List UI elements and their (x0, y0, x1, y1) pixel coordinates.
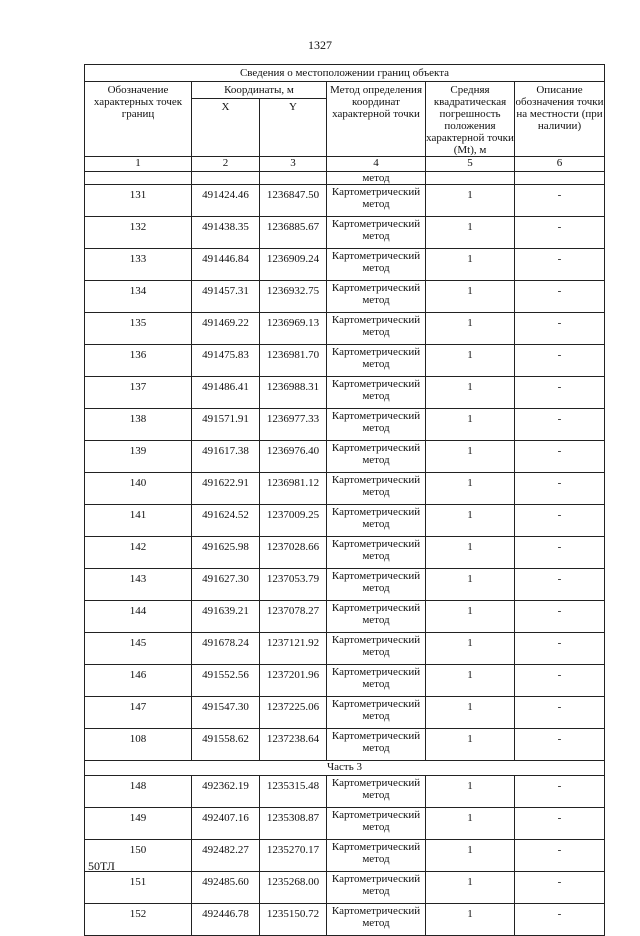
description-cell: - (515, 776, 605, 808)
y-coordinate-cell: 1237225.06 (260, 697, 327, 729)
error-cell: 1 (426, 441, 515, 473)
column-number: 4 (327, 157, 426, 172)
x-coordinate-cell: 491571.91 (192, 409, 260, 441)
y-coordinate-cell: 1237238.64 (260, 729, 327, 761)
error-cell: 1 (426, 569, 515, 601)
error-cell: 1 (426, 345, 515, 377)
header-method: Метод определения координат характерной точки (327, 82, 426, 157)
error-cell: 1 (426, 633, 515, 665)
y-coordinate-cell: 1236885.67 (260, 217, 327, 249)
description-cell: - (515, 569, 605, 601)
y-coordinate-cell: 1236981.70 (260, 345, 327, 377)
table-row (85, 904, 605, 936)
table-row (85, 601, 605, 633)
point-number-cell: 135 (85, 313, 192, 345)
table-row (85, 185, 605, 217)
method-cell: Картометрический метод (327, 601, 426, 633)
error-cell: 1 (426, 377, 515, 409)
y-coordinate-cell: 1235268.00 (260, 872, 327, 904)
x-coordinate-cell: 492446.78 (192, 904, 260, 936)
table-row (85, 569, 605, 601)
table-row (85, 808, 605, 840)
method-cell: Картометрический метод (327, 808, 426, 840)
description-cell: - (515, 377, 605, 409)
error-cell: 1 (426, 185, 515, 217)
description-cell: - (515, 872, 605, 904)
x-coordinate-cell: 491558.62 (192, 729, 260, 761)
error-cell: 1 (426, 808, 515, 840)
table-row (85, 840, 605, 872)
point-number-cell: 138 (85, 409, 192, 441)
table-row (85, 776, 605, 808)
page-number: 1327 (308, 38, 332, 52)
description-cell: - (515, 505, 605, 537)
error-cell: 1 (426, 665, 515, 697)
footer-code: 50ТЛ (88, 859, 115, 873)
description-cell: - (515, 441, 605, 473)
header-point-designation: Обозначение характерных точек границ (85, 82, 192, 157)
y-coordinate-cell: 1236981.12 (260, 473, 327, 505)
x-coordinate-cell: 491622.91 (192, 473, 260, 505)
method-cell: Картометрический метод (327, 776, 426, 808)
method-cell: Картометрический метод (327, 840, 426, 872)
method-cell: Картометрический метод (327, 904, 426, 936)
y-coordinate-cell: 1236969.13 (260, 313, 327, 345)
x-coordinate-cell: 491446.84 (192, 249, 260, 281)
x-coordinate-cell: 491627.30 (192, 569, 260, 601)
description-cell: - (515, 249, 605, 281)
y-coordinate-cell: 1235270.17 (260, 840, 327, 872)
description-cell: - (515, 217, 605, 249)
x-coordinate-cell: 491678.24 (192, 633, 260, 665)
y-coordinate-cell: 1237028.66 (260, 537, 327, 569)
point-number-cell: 143 (85, 569, 192, 601)
table-row (85, 281, 605, 313)
error-cell: 1 (426, 537, 515, 569)
boundary-coordinates-table (84, 64, 605, 936)
x-coordinate-cell: 491624.52 (192, 505, 260, 537)
column-number: 2 (192, 157, 260, 172)
description-cell: - (515, 808, 605, 840)
method-cell: Картометрический метод (327, 249, 426, 281)
method-cell: Картометрический метод (327, 665, 426, 697)
header-y: Y (260, 99, 327, 157)
error-cell: 1 (426, 249, 515, 281)
method-cell: Картометрический метод (327, 872, 426, 904)
header-description: Описание обозначения точки на местности (при наличии) (515, 82, 605, 157)
y-coordinate-cell: 1236909.24 (260, 249, 327, 281)
description-cell: - (515, 281, 605, 313)
point-number-cell: 108 (85, 729, 192, 761)
x-coordinate-cell: 492485.60 (192, 872, 260, 904)
x-coordinate-cell: 491486.41 (192, 377, 260, 409)
description-cell: - (515, 537, 605, 569)
table-row (85, 345, 605, 377)
column-number: 6 (515, 157, 605, 172)
x-coordinate-cell: 492407.16 (192, 808, 260, 840)
x-coordinate-cell: 491625.98 (192, 537, 260, 569)
error-cell: 1 (426, 601, 515, 633)
table-row (85, 633, 605, 665)
continued-method-text: метод (327, 172, 426, 185)
header-error: Средняя квадратическая погрешность положения характерной точки (Mt), м (426, 82, 515, 157)
y-coordinate-cell: 1236988.31 (260, 377, 327, 409)
y-coordinate-cell: 1237078.27 (260, 601, 327, 633)
description-cell: - (515, 840, 605, 872)
error-cell: 1 (426, 217, 515, 249)
column-number: 1 (85, 157, 192, 172)
error-cell: 1 (426, 281, 515, 313)
y-coordinate-cell: 1237201.96 (260, 665, 327, 697)
description-cell: - (515, 185, 605, 217)
method-cell: Картометрический метод (327, 569, 426, 601)
table-row (85, 665, 605, 697)
description-cell: - (515, 697, 605, 729)
error-cell: 1 (426, 409, 515, 441)
column-number: 5 (426, 157, 515, 172)
table-row (85, 537, 605, 569)
y-coordinate-cell: 1236976.40 (260, 441, 327, 473)
method-cell: Картометрический метод (327, 729, 426, 761)
y-coordinate-cell: 1235315.48 (260, 776, 327, 808)
point-number-cell: 141 (85, 505, 192, 537)
description-cell: - (515, 904, 605, 936)
table-row (85, 377, 605, 409)
point-number-cell: 133 (85, 249, 192, 281)
point-number-cell: 131 (85, 185, 192, 217)
point-number-cell: 149 (85, 808, 192, 840)
table-row (85, 249, 605, 281)
x-coordinate-cell: 492362.19 (192, 776, 260, 808)
x-coordinate-cell: 491617.38 (192, 441, 260, 473)
method-cell: Картометрический метод (327, 537, 426, 569)
x-coordinate-cell: 491475.83 (192, 345, 260, 377)
point-number-cell: 148 (85, 776, 192, 808)
description-cell: - (515, 345, 605, 377)
y-coordinate-cell: 1237053.79 (260, 569, 327, 601)
column-number-row (85, 157, 605, 172)
error-cell: 1 (426, 505, 515, 537)
error-cell: 1 (426, 904, 515, 936)
description-cell: - (515, 601, 605, 633)
method-cell: Картометрический метод (327, 345, 426, 377)
table-row (85, 473, 605, 505)
error-cell: 1 (426, 840, 515, 872)
point-number-cell: 150 (85, 840, 192, 872)
method-cell: Картометрический метод (327, 441, 426, 473)
table-row (85, 697, 605, 729)
error-cell: 1 (426, 313, 515, 345)
point-number-cell: 139 (85, 441, 192, 473)
method-cell: Картометрический метод (327, 185, 426, 217)
table-row (85, 313, 605, 345)
y-coordinate-cell: 1236932.75 (260, 281, 327, 313)
description-cell: - (515, 633, 605, 665)
table-row (85, 409, 605, 441)
point-number-cell: 145 (85, 633, 192, 665)
table-row (85, 217, 605, 249)
point-number-cell: 140 (85, 473, 192, 505)
x-coordinate-cell: 491438.35 (192, 217, 260, 249)
method-cell: Картометрический метод (327, 473, 426, 505)
point-number-cell: 152 (85, 904, 192, 936)
point-number-cell: 137 (85, 377, 192, 409)
point-number-cell: 144 (85, 601, 192, 633)
point-number-cell: 146 (85, 665, 192, 697)
error-cell: 1 (426, 776, 515, 808)
method-cell: Картометрический метод (327, 633, 426, 665)
column-number: 3 (260, 157, 327, 172)
x-coordinate-cell: 491552.56 (192, 665, 260, 697)
error-cell: 1 (426, 473, 515, 505)
error-cell: 1 (426, 872, 515, 904)
part-separator-row (85, 761, 605, 776)
method-cell: Картометрический метод (327, 313, 426, 345)
table-row (85, 441, 605, 473)
description-cell: - (515, 729, 605, 761)
method-cell: Картометрический метод (327, 281, 426, 313)
x-coordinate-cell: 491457.31 (192, 281, 260, 313)
table-caption: Сведения о местоположении границ объекта (85, 65, 605, 82)
method-cell: Картометрический метод (327, 377, 426, 409)
description-cell: - (515, 409, 605, 441)
part-label: Часть 3 (85, 761, 605, 776)
point-number-cell: 132 (85, 217, 192, 249)
y-coordinate-cell: 1237121.92 (260, 633, 327, 665)
x-coordinate-cell: 491424.46 (192, 185, 260, 217)
description-cell: - (515, 665, 605, 697)
description-cell: - (515, 313, 605, 345)
error-cell: 1 (426, 697, 515, 729)
point-number-cell: 136 (85, 345, 192, 377)
method-cell: Картометрический метод (327, 409, 426, 441)
error-cell: 1 (426, 729, 515, 761)
y-coordinate-cell: 1235150.72 (260, 904, 327, 936)
table-row (85, 505, 605, 537)
continued-row (85, 172, 605, 185)
point-number-cell: 134 (85, 281, 192, 313)
point-number-cell: 142 (85, 537, 192, 569)
x-coordinate-cell: 491547.30 (192, 697, 260, 729)
description-cell: - (515, 473, 605, 505)
x-coordinate-cell: 491469.22 (192, 313, 260, 345)
method-cell: Картометрический метод (327, 505, 426, 537)
x-coordinate-cell: 491639.21 (192, 601, 260, 633)
point-number-cell: 151 (85, 872, 192, 904)
y-coordinate-cell: 1236847.50 (260, 185, 327, 217)
header-x: X (192, 99, 260, 157)
header-coordinates: Координаты, м (192, 82, 327, 99)
table-row (85, 729, 605, 761)
method-cell: Картометрический метод (327, 217, 426, 249)
x-coordinate-cell: 492482.27 (192, 840, 260, 872)
y-coordinate-cell: 1235308.87 (260, 808, 327, 840)
y-coordinate-cell: 1237009.25 (260, 505, 327, 537)
method-cell: Картометрический метод (327, 697, 426, 729)
y-coordinate-cell: 1236977.33 (260, 409, 327, 441)
point-number-cell: 147 (85, 697, 192, 729)
